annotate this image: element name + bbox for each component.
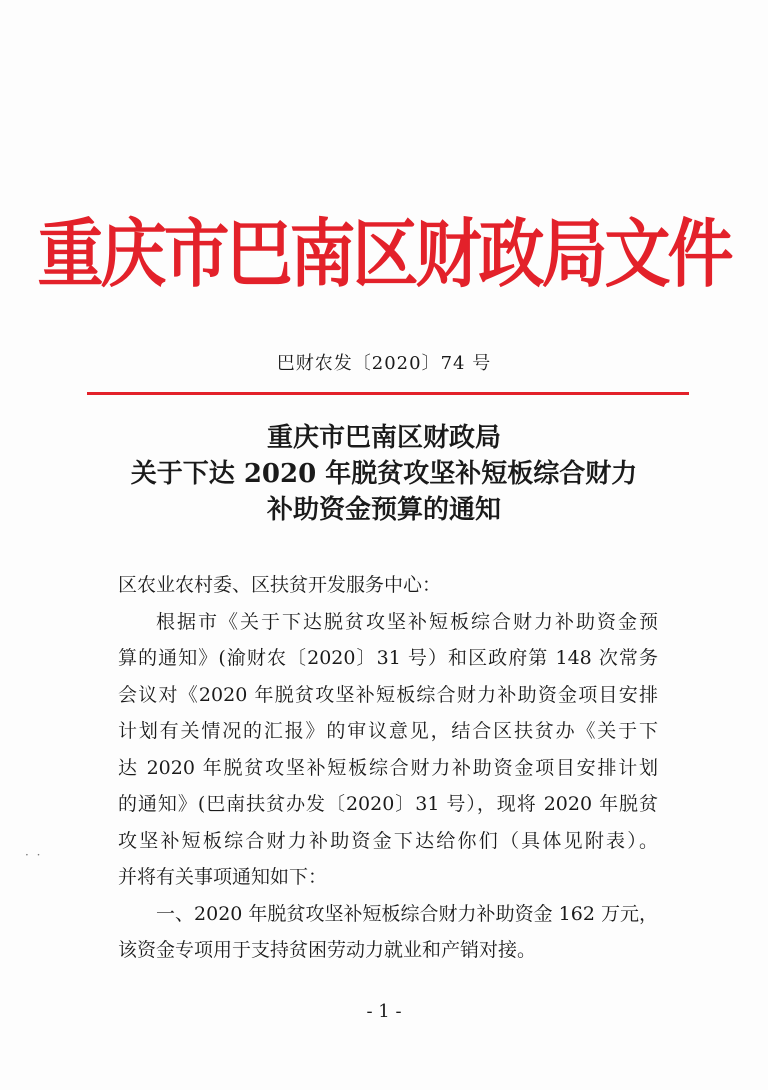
notice-body (118, 567, 658, 969)
title-line-2: 关于下达 2020 年脱贫攻坚补短板综合财力 (130, 459, 638, 489)
body-line: 的通知》(巴南扶贫办发〔2020〕31 号），现将 2020 年脱贫 (118, 793, 658, 815)
red-divider-line (87, 392, 689, 395)
body-line: 根据市《关于下达脱贫攻坚补短板综合财力补助资金预 (156, 610, 658, 633)
scan-artifact: · · (25, 848, 43, 862)
document-number: 巴财农发〔2020〕74 号 (276, 353, 492, 374)
salutation: 区农业农村委、区扶贫开发服务中心： (118, 574, 442, 596)
body-line: 达 2020 年脱贫攻坚补短板综合财力补助资金项目安排计划 (118, 756, 658, 779)
masthead-title: 重庆市巴南区财政局文件 (37, 211, 731, 298)
title-line-1: 重庆市巴南区财政局 (266, 423, 501, 453)
body-line: 一、2020 年脱贫攻坚补短板综合财力补助资金 162 万元， (156, 902, 658, 925)
body-line: 并将有关事项通知如下： (118, 866, 328, 888)
body-line: 会议对《2020 年脱贫攻坚补短板综合财力补助资金项目安排 (118, 683, 658, 706)
body-line: 计划有关情况的汇报》的审议意见，结合区扶贫办《关于下 (118, 720, 658, 742)
body-line: 算的通知》(渝财农〔2020〕31 号）和区政府第 148 次常务 (118, 647, 658, 669)
body-line: 该资金专项用于支持贫困劳动力就业和产销对接。 (118, 939, 537, 961)
notice-title (0, 420, 768, 528)
title-line-3: 补助资金预算的通知 (266, 495, 501, 525)
page-number: - 1 - (366, 1001, 402, 1022)
body-line: 攻坚补短板综合财力补助资金下达给你们（具体见附表）。 (118, 829, 658, 852)
